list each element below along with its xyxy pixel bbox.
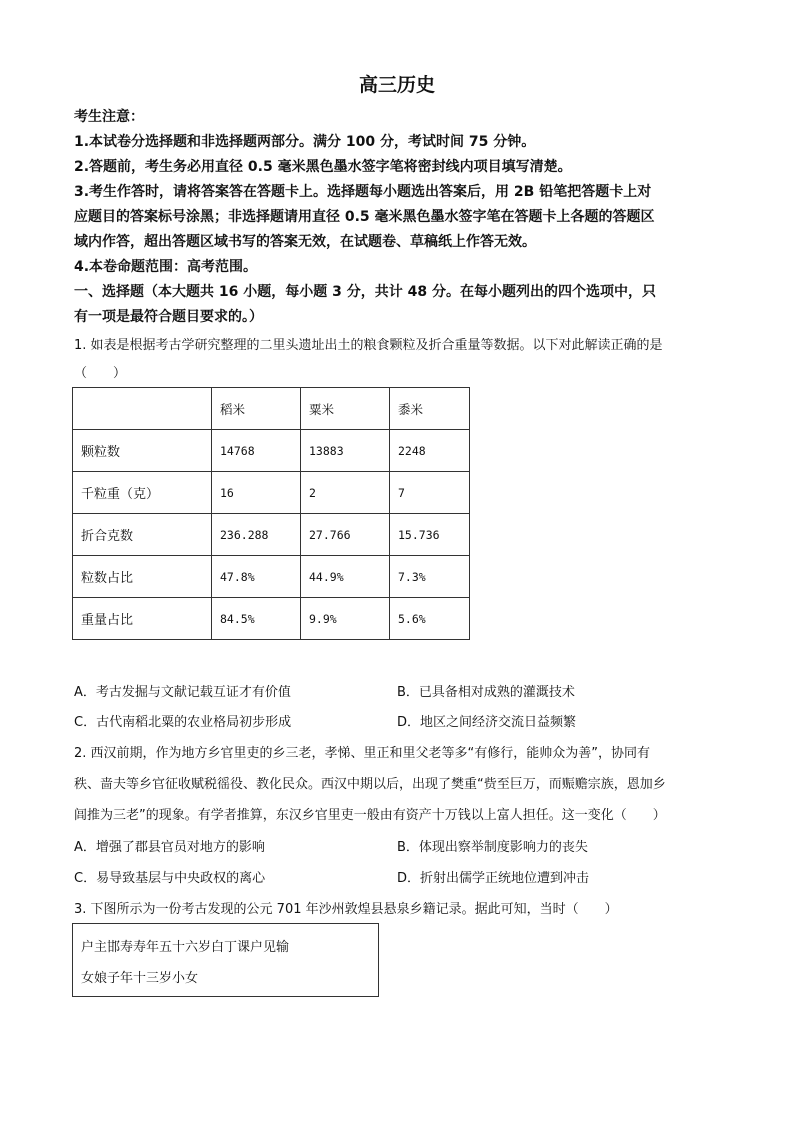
q1-option-a[interactable]: A．考古发掘与文献记载互证才有价值 xyxy=(74,685,291,700)
table-cell: 44.9% xyxy=(301,556,390,598)
page-title: 高三历史 xyxy=(358,74,435,96)
table-cell: 7.3% xyxy=(390,556,470,598)
section-heading: 一、选择题（本大题共 16 小题，每小题 3 分，共计 48 分。在每小题列出的四个选项中，只 xyxy=(74,284,656,300)
section-heading-cont: 有一项是最符合题目要求的。） xyxy=(74,309,263,325)
notice-item-1: 1.本试卷分选择题和非选择题两部分。满分 100 分，考试时间 75 分钟。 xyxy=(74,134,536,150)
table-cell: 9.9% xyxy=(301,598,390,640)
q2-option-a[interactable]: A．增强了郡县官员对地方的影响 xyxy=(74,840,265,855)
table-cell: 16 xyxy=(212,472,301,514)
table-cell: 236.288 xyxy=(212,514,301,556)
notice-item-3: 3.考生作答时，请将答案答在答题卡上。选择题每小题选出答案后，用 2B 铅笔把答题卡上对 xyxy=(74,184,652,200)
table-cell: 7 xyxy=(390,472,470,514)
notice-item-3-cont: 应题目的答案标号涂黑；非选择题请用直径 0.5 毫米黑色墨水签字笔在答题卡上各题的答题区 xyxy=(74,209,655,225)
table-row xyxy=(73,556,470,598)
notice-item-3-cont2: 域内作答，超出答题区域书写的答案无效，在试题卷、草稿纸上作答无效。 xyxy=(74,234,536,250)
q1-option-c[interactable]: C．古代南稻北粟的农业格局初步形成 xyxy=(74,715,292,730)
q1-option-d[interactable]: D．地区之间经济交流日益频繁 xyxy=(397,715,577,730)
table-cell: 2 xyxy=(301,472,390,514)
q2-stem-line1: 2. 西汉前期，作为地方乡官里吏的乡三老，孝悌、里正和里父老等多“有修行，能帅众为善”，协同有 xyxy=(74,746,651,761)
table-header-cell: 黍米 xyxy=(390,388,470,430)
table-cell: 14768 xyxy=(212,430,301,472)
register-line-2: 女娘子年十三岁小女 xyxy=(81,971,199,986)
q2-option-d[interactable]: D．折射出儒学正统地位遭到冲击 xyxy=(397,871,590,886)
q2-stem-line3: 闾推为三老”的现象。有学者推算，东汉乡官里吏一般由有资产十万钱以上富人担任。这一变化（ ） xyxy=(74,808,666,823)
table-header-cell: 粟米 xyxy=(301,388,390,430)
table-header-cell: 稻米 xyxy=(212,388,301,430)
q2-stem-line2: 秩、啬夫等乡官征收赋税徭役、教化民众。西汉中期以后，出现了樊重“赀至巨万，而赈赡宗族，恩加乡 xyxy=(74,777,666,792)
q1-option-b[interactable]: B．已具备相对成熟的灌溉技术 xyxy=(397,685,575,700)
notice-item-2: 2.答题前，考生务必用直径 0.5 毫米黑色墨水签字笔将密封线内项目填写清楚。 xyxy=(74,159,572,175)
q2-option-b[interactable]: B．体现出察举制度影响力的丧失 xyxy=(397,840,588,855)
household-register-box xyxy=(72,923,379,997)
table-cell: 47.8% xyxy=(212,556,301,598)
table-row xyxy=(73,598,470,640)
row-label: 折合克数 xyxy=(73,514,212,556)
row-label: 重量占比 xyxy=(73,598,212,640)
q1-answer-bracket: （ ） xyxy=(74,366,127,381)
table-row xyxy=(73,430,470,472)
q3-stem: 3. 下图所示为一份考古发现的公元 701 年沙州敦煌县悬泉乡籍记录。据此可知，当时（ ） xyxy=(74,902,618,917)
table-cell: 2248 xyxy=(390,430,470,472)
row-label: 颗粒数 xyxy=(73,430,212,472)
row-label: 粒数占比 xyxy=(73,556,212,598)
register-line-1: 户主邯寿寿年五十六岁白丁课户见输 xyxy=(81,940,290,955)
notice-heading: 考生注意： xyxy=(74,109,144,125)
table-cell: 27.766 xyxy=(301,514,390,556)
table-row xyxy=(73,472,470,514)
q2-option-c[interactable]: C．易导致基层与中央政权的离心 xyxy=(74,871,266,886)
table-row xyxy=(73,514,470,556)
table-cell: 84.5% xyxy=(212,598,301,640)
q1-stem: 1. 如表是根据考古学研究整理的二里头遗址出土的粮食颗粒及折合重量等数据。以下对此解读正确的是 xyxy=(74,338,663,353)
grain-data-table xyxy=(72,387,470,640)
table-header-row xyxy=(73,388,470,430)
row-label: 千粒重（克） xyxy=(73,472,212,514)
table-cell: 15.736 xyxy=(390,514,470,556)
table-header-cell xyxy=(73,388,212,430)
table-cell: 5.6% xyxy=(390,598,470,640)
notice-item-4: 4.本卷命题范围：高考范围。 xyxy=(74,259,258,275)
table-cell: 13883 xyxy=(301,430,390,472)
